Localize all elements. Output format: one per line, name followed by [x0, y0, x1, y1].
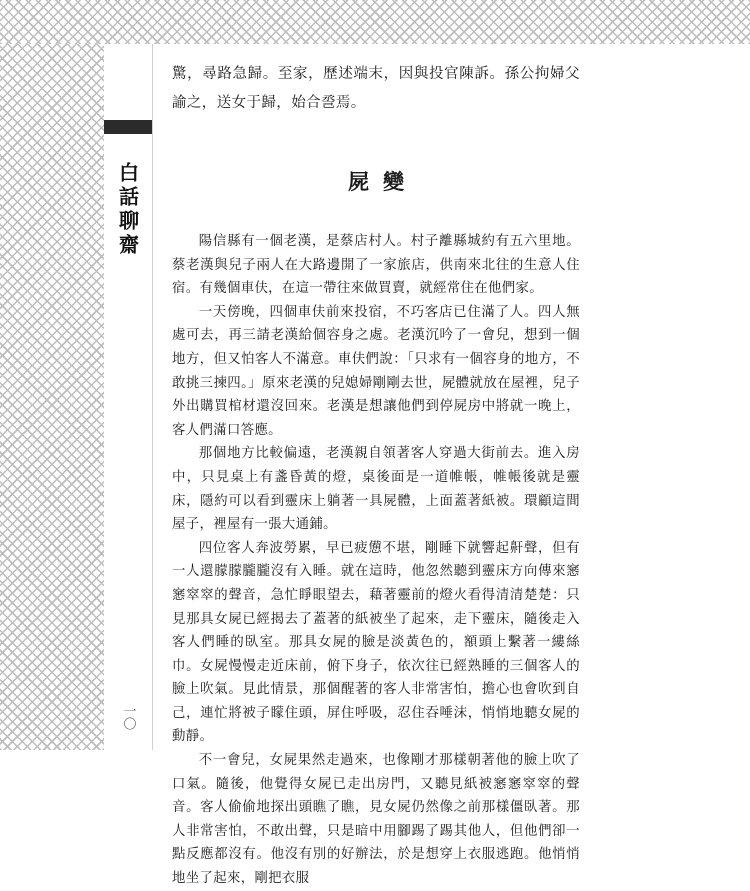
paragraph: 陽信縣有一個老漢，是蔡店村人。村子離縣城約有五六里地。蔡老漢與兒子兩人在大路邊開了一家旅店，供南來北往的生意人住宿。有幾個車伕，在這一帶往來做買賣，就經常住在他們家。 — [172, 234, 580, 297]
decorative-border-left — [0, 44, 104, 750]
page-number: 一〇 — [120, 704, 136, 730]
paragraph: 四位客人奔波勞累，早已疲憊不堪，剛睡下就響起鼾聲，但有一人還朦朦朧朧沒有入睡。就在這時，他忽然聽到靈床方向傳來窸窸窣窣的聲音，急忙睜眼望去，藉著靈前的燈火看得清清楚楚：只見那具女屍已經揭去了蓋著的紙被坐了起來，走下靈床，隨後走入客人們睡的臥室。那具女屍的臉是淡黃色的，額頭上繫著一縷絲巾。女屍慢慢走近床前，俯下身子，依次往已經熟睡的三個客人的臉上吹氣。見此情景，那個醒著的客人非常害怕，擔心也會吹到自己，連忙將被子矇住頭，屏住呼吸，忍住吞唾沫，悄悄地聽女屍的動靜。 — [172, 540, 580, 745]
decorative-border-top — [0, 0, 750, 44]
book-title: 白話聊齋 — [115, 162, 140, 258]
side-column-bar — [104, 120, 152, 134]
continuation-text: 驚，尋路急歸。至家，歷述端末，因與投官陳訴。孫公拘婦父諭之，送女于歸，始合巹焉。 — [172, 66, 580, 111]
side-column — [104, 44, 153, 750]
page-body — [172, 60, 580, 891]
paragraph: 不一會兒，女屍果然走過來，也像剛才那樣朝著他的臉上吹了口氣。隨後，他覺得女屍已走出房門，又聽見紙被窸窸窣窣的聲音。客人偷偷地探出頭瞧了瞧，見女屍仍然像之前那樣僵臥著。那人非常害怕，不敢出聲，只是暗中用腳踢了踢其他人，但他們卻一點反應都沒有。他沒有別的好辦法，於是想穿上衣服逃跑。他悄悄地坐了起來，剛把衣服 — [172, 753, 580, 887]
chapter-title: 屍變 — [348, 169, 418, 194]
paragraph: 一天傍晚，四個車伕前來投宿，不巧客店已住滿了人。四人無處可去，再三請老漢給個容身之處。老漢沉吟了一會兒，想到一個地方，但又怕客人不滿意。車伕們說：「只求有一個容身的地方，不敢挑三揀四。」原來老漢的兒媳婦剛剛去世，屍體就放在屋裡，兒子外出購買棺材還沒回來。老漢是想讓他們到停屍房中將就一晚上，客人們滿口答應。 — [172, 304, 580, 438]
paragraph: 那個地方比較偏遠，老漢親自領著客人穿過大街前去。進入房中，只見桌上有盞昏黃的燈，桌後面是一道帷帳，帷帳後就是靈床，隱約可以看到靈床上躺著一具屍體，上面蓋著紙被。環顧這間屋子，裡屋有一張大通鋪。 — [172, 446, 580, 533]
